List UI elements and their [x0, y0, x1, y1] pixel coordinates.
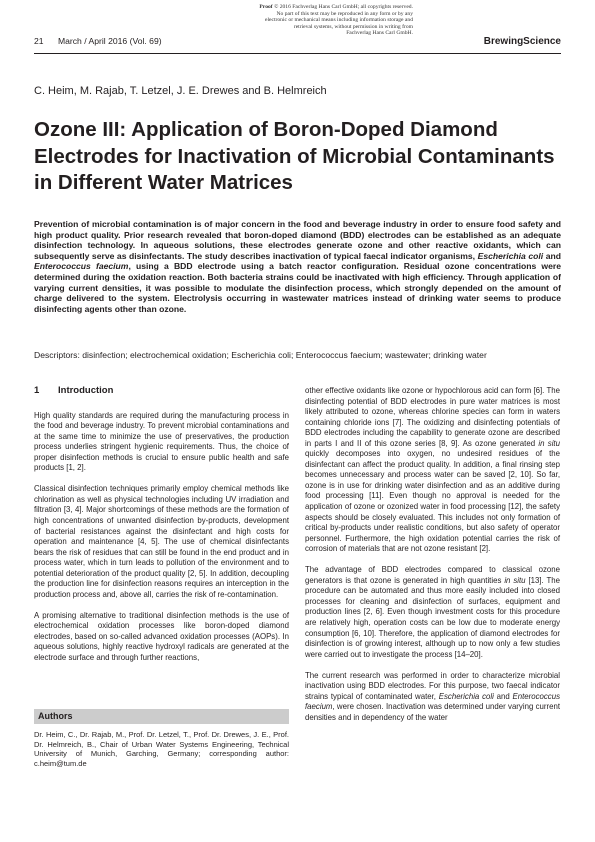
issue-info: March / April 2016 (Vol. 69) [57, 36, 162, 46]
proof-line: © 2016 Fachverlag Hans Carl GmbH; all copyrights reserved. [274, 4, 413, 10]
section-heading [34, 386, 289, 397]
journal-name: BrewingScience [483, 36, 561, 47]
text-run: quickly decomposes into oxygen, no undesired residues of the disinfectant can affect the product quality. In addition, a final rinsing step becomes unnecessary and process water can be saved [2, 10]. So far, ozone is in use for drinking water disinfection and as an additive during food processing [11]. Even though no approval is needed for the application of ozone or ozonized water in food processing [12], the safety aspects should be closely evaluated. This includes not only formation of critical by-products under realistic conditions, but also safety of operator personnel. Furthermore, the high oxidation potential carries the risk of corrosion of materials that are not ozone resistant [2]. [305, 449, 560, 554]
body-paragraph [305, 565, 560, 660]
article-title: Ozone III: Application of Boron-Doped Diamond Electrodes for Inactivation of Microbial Contaminants in Different Water Matrices [34, 118, 555, 194]
italic-run: in situ [538, 438, 560, 448]
authors-box-heading: Authors [34, 709, 289, 724]
text-run: other effective oxidants like ozone or hypochlorous acid can form [6]. The disinfecting potential of BDD electrodes in pure water matrices is most likely attributed to ozone, whereas chlorine species can form in waters containing chloride ions [7]. The oxidizing and disinfecting potentials of BDD electrodes including the capability to generate ozone are described in parts I and II of this ozone series [8, 9]. As ozone generated [305, 386, 560, 448]
text-run: The current research was performed in order to characterize microbial inactivation using BDD electrodes. For this purpose, two faecal indicator strains typical of contaminated water, [305, 670, 560, 701]
proof-line: No part of this text may be reproduced in any form or by any [276, 10, 413, 17]
text-run: The advantage of BDD electrodes compared to classical ozone generators is that ozone is generated in high quantities [305, 565, 560, 585]
header-left [34, 36, 162, 46]
proof-line: retrieval systems, without permission in writing from [293, 23, 413, 30]
abstract-text: and [543, 250, 561, 261]
body-paragraph [305, 671, 560, 724]
species-name: Escherichia coli [438, 691, 494, 701]
descriptors: Descriptors: disinfection; electrochemical oxidation; Escherichia coli; Enterococcus faecium; wastewater; drinking water [34, 350, 487, 360]
body-paragraph: A promising alternative to traditional disinfection methods is the use of electrochemical oxidation processes like boron-doped diamond electrodes, based on so-called advanced oxidation processes (AOPs). In aqueous solutions, highly reactive hydroxyl radicals are generated at the electrode surface and through further reactions, [34, 610, 289, 663]
abstract-text: Prevention of microbial contamination is of major concern in the food and beverage industry in order to ensure food safety and high product quality. Prior research revealed that boron-doped diamond (BDD) electrodes can be established as an adequate disinfection technology. In aqueous solutions, these electrodes generate ozone and other reactive oxidants, which can subsequently serve as disinfectants. The study describes inactivation of typical faecal indicator organisms, [34, 219, 561, 261]
body-paragraph: Classical disinfection techniques primarily employ chemical methods like chlorination as well as physical technologies including UV irradiation and filtration [3, 4]. Major shortcomings of these methods are the formation of high concentrations of unwanted disinfection by-products, development of bacterial resistances against the disinfectant and high costs for operation and maintenance [4, 5]. The use of chemical disinfectants bears the risk of residues that can still be found in the end product and in process water, which in turn leads to pollution of the environment and to potential deterioration of the product quality [2, 5]. In addition, decoupling the production line for disinfection reasons requires an interception in the production process and, above all, carries the risk of re-contamination. [34, 484, 289, 599]
author-list: C. Heim, M. Rajab, T. Letzel, J. E. Drewes and B. Helmreich [34, 85, 327, 97]
running-header [34, 36, 561, 50]
species-name: Enterococcus faecium [34, 261, 129, 272]
section-number: 1 [34, 385, 40, 396]
proof-line: electronic or mechanical means including information storage and [264, 17, 413, 23]
page-number: 21 [34, 36, 44, 46]
species-name: Escherichia coli [477, 250, 544, 261]
right-column [305, 386, 560, 734]
authors-box [34, 709, 289, 768]
abstract-text: , using a BDD electrode using a batch reactor configuration. Residual ozone concentrations were determined during the oxidation reaction. Both bacteria strains could be inactivated with high efficiency. Through application of varying current densities, it was possible to modulate the disinfection process, which strongly depended on the amount of charge delivered to the system. Electrolysis occurring in wastewater matrices instead of drinking water seems to produce disinfecting agents other than ozone. [34, 261, 561, 314]
proof-line: Fachverlag Hans Carl GmbH. [346, 30, 413, 36]
body-paragraph [305, 386, 560, 555]
text-run: , were chosen. Inactivation was determined under varying current densities and in dependency of the water [305, 702, 560, 722]
authors-box-text: Dr. Heim, C., Dr. Rajab, M., Prof. Dr. Letzel, T., Prof. Dr. Drewes, J. E., Prof. Dr. Helmreich, B., Chair of Urban Water Systems Engineering, Technical University of Munich, Garching, Germany; corresponding author: c.heim@tum.de [34, 730, 289, 768]
body-paragraph: High quality standards are required during the manufacturing process in the food and beverage industry. To prevent microbial contaminations and at the same time to minimize the use of preservatives, the production process underlies stringent hygienic requirements. Thus, the choice of proper disinfection methods is crucial to ensure public health and safe products [1, 2]. [34, 410, 289, 473]
species-name: Enterococcus faecium [305, 691, 561, 712]
left-column [34, 386, 289, 674]
proof-label: Proof [259, 4, 273, 10]
abstract [34, 219, 561, 314]
text-run: and [493, 691, 513, 701]
text-run: [13]. The procedure can be automated and thus more easily included into closed processes for cleaning and disinfection of surfaces, equipment and production lines [2, 6]. Even though investment costs for this procedure are relatively high, operation costs can be low due to moderate energy consumption [6, 10]. Therefore, the application of diamond electrodes for disinfection is of growing interest, although up to now only a few studies were carried out to investigate the process [14–20]. [305, 575, 561, 659]
proof-notice [173, 4, 413, 37]
section-title: Introduction [58, 385, 114, 396]
italic-run: in situ [504, 575, 526, 585]
header-rule [34, 53, 561, 54]
